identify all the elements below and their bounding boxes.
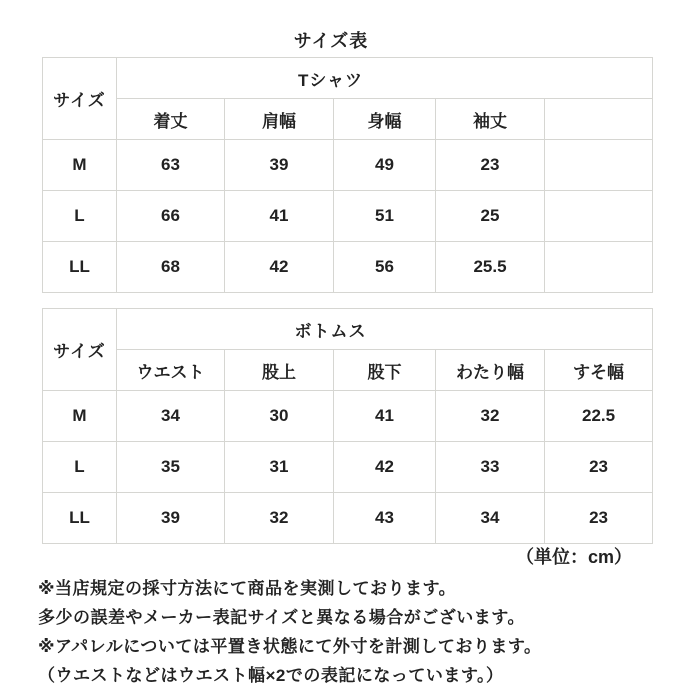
- value-cell: 25.5: [436, 242, 545, 293]
- table-row: [43, 99, 653, 140]
- value-cell: 35: [117, 442, 225, 493]
- value-cell: 39: [225, 140, 334, 191]
- value-cell: 31: [225, 442, 334, 493]
- column-header-empty: [545, 99, 653, 140]
- group-header-label: ボトムス: [294, 321, 367, 341]
- size-cell: L: [43, 191, 117, 242]
- size-cell: LL: [43, 493, 117, 544]
- table-row: [43, 140, 653, 191]
- value-cell: 42: [334, 442, 436, 493]
- value-cell: 43: [334, 493, 436, 544]
- table-row: [43, 58, 653, 99]
- footnote-line: （ウエストなどはウエスト幅×2での表記になっています。）: [38, 666, 504, 685]
- value-cell: 30: [225, 391, 334, 442]
- page-title: サイズ表: [293, 31, 369, 51]
- table-row: [43, 391, 653, 442]
- size-cell: L: [43, 442, 117, 493]
- table-row: [43, 309, 653, 350]
- column-header: 袖丈: [436, 99, 545, 140]
- value-cell: 23: [545, 493, 653, 544]
- table-row: [43, 350, 653, 391]
- value-cell: 23: [545, 442, 653, 493]
- footnote-line: ※当店規定の採寸方法にて商品を実測しております。: [38, 579, 457, 598]
- footnote-line: ※アパレルについては平置き状態にて外寸を計測しております。: [38, 637, 542, 656]
- size-table-bottoms: [42, 308, 653, 544]
- size-cell: M: [43, 140, 117, 191]
- size-column-header: サイズ: [43, 309, 117, 391]
- table-row: [43, 242, 653, 293]
- value-cell: 32: [225, 493, 334, 544]
- value-cell: 42: [225, 242, 334, 293]
- column-header: すそ幅: [545, 350, 653, 391]
- value-cell: 34: [436, 493, 545, 544]
- column-header: 着丈: [117, 99, 225, 140]
- size-cell: LL: [43, 242, 117, 293]
- value-cell: 33: [436, 442, 545, 493]
- value-cell: 49: [334, 140, 436, 191]
- footnote-line: 多少の誤差やメーカー表記サイズと異なる場合がございます。: [38, 608, 525, 627]
- value-cell: 25: [436, 191, 545, 242]
- column-header: ウエスト: [117, 350, 225, 391]
- value-cell-empty: [545, 140, 653, 191]
- group-header-cell: [117, 309, 653, 350]
- value-cell: 41: [334, 391, 436, 442]
- value-cell-empty: [545, 191, 653, 242]
- table-row: [43, 442, 653, 493]
- value-cell: 34: [117, 391, 225, 442]
- column-header: 身幅: [334, 99, 436, 140]
- size-cell: M: [43, 391, 117, 442]
- group-header-label: Tシャツ: [298, 70, 364, 90]
- column-header: わたり幅: [436, 350, 545, 391]
- size-column-header: サイズ: [43, 58, 117, 140]
- value-cell: 51: [334, 191, 436, 242]
- value-cell: 22.5: [545, 391, 653, 442]
- value-cell: 66: [117, 191, 225, 242]
- value-cell: 68: [117, 242, 225, 293]
- table-row: [43, 191, 653, 242]
- column-header: 股下: [334, 350, 436, 391]
- value-cell: 39: [117, 493, 225, 544]
- table-row: [43, 493, 653, 544]
- value-cell: 63: [117, 140, 225, 191]
- column-header: 肩幅: [225, 99, 334, 140]
- value-cell-empty: [545, 242, 653, 293]
- value-cell: 56: [334, 242, 436, 293]
- column-header: 股上: [225, 350, 334, 391]
- group-header-cell: [117, 58, 653, 99]
- footnotes: [38, 574, 678, 690]
- value-cell: 32: [436, 391, 545, 442]
- value-cell: 41: [225, 191, 334, 242]
- size-table-tshirt: [42, 57, 653, 293]
- unit-note: （単位：cm）: [515, 547, 632, 567]
- value-cell: 23: [436, 140, 545, 191]
